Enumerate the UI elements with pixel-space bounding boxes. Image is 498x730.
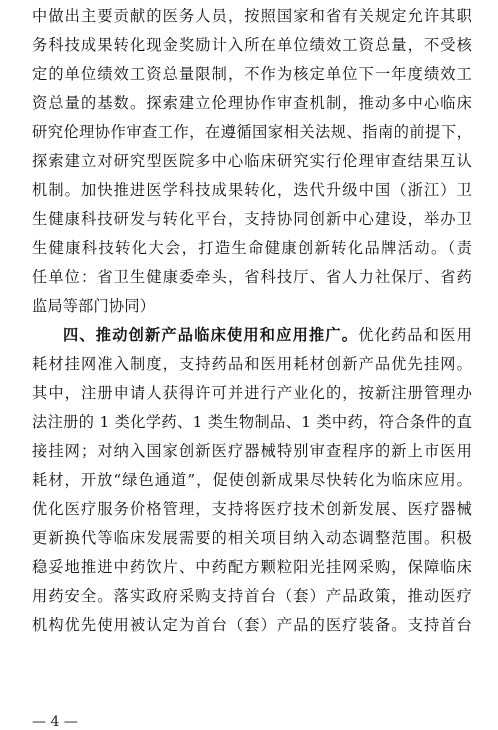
text-line: 耗材，开放“绿色通道”，促使创新成果尽快转化为临床应用。	[32, 471, 472, 489]
text-line: 接挂网；对纳入国家创新医疗器械特别审查程序的新上市医用	[32, 442, 472, 460]
text-line: 生健康科技研发与转化平台，支持协同创新中心建设，举办卫	[32, 210, 472, 228]
text-line: 务科技成果转化现金奖励计入所在单位绩效工资总量，不受核	[32, 36, 472, 54]
text-line: 研究伦理协作审查工作，在遵循国家相关法规、指南的前提下，	[32, 123, 472, 141]
text-line: 探索建立对研究型医院多中心临床研究实行伦理审查结果互认	[32, 152, 472, 170]
text-line: 用药安全。落实政府采购支持首台（套）产品政策，推动医疗	[32, 587, 472, 605]
text-line: 机构优先使用被认定为首台（套）产品的医疗装备。支持首台	[32, 616, 472, 634]
text-line: 更新换代等临床发展需要的相关项目纳入动态调整范围。积极	[32, 529, 472, 547]
text-line: 优化医疗服务价格管理，支持将医疗技术创新发展、医疗器械	[32, 500, 472, 518]
text-line: 定的单位绩效工资总量限制，不作为核定单位下一年度绩效工	[32, 65, 472, 83]
section-heading: 四、推动创新产品临床使用和应用推广。	[63, 326, 359, 344]
text-line: 机制。加快推进医学科技成果转化，迭代升级中国（浙江）卫	[32, 181, 472, 199]
page-number: — 4 —	[32, 714, 78, 730]
text-line: 其中，注册申请人获得许可并进行产业化的，按新注册管理办	[32, 384, 472, 402]
text-line: 资总量的基数。探索建立伦理协作审查机制，推动多中心临床	[32, 94, 472, 112]
text-line: 稳妥地推进中药饮片、中药配方颗粒阳光挂网采购，保障临床	[32, 558, 472, 576]
text-line: 法注册的 1 类化学药、1 类生物制品、1 类中药，符合条件的直	[32, 413, 472, 431]
text-line: 生健康科技转化大会，打造生命健康创新转化品牌活动。（责	[32, 239, 472, 257]
text-span: 优化药品和医用	[358, 326, 472, 344]
text-line: 耗材挂网准入制度，支持药品和医用耗材创新产品优先挂网。	[32, 355, 472, 373]
text-line: 中做出主要贡献的医务人员，按照国家和省有关规定允许其职	[32, 7, 472, 25]
section-heading-line	[63, 325, 472, 347]
text-line: 任单位：省卫生健康委牵头，省科技厅、省人力社保厅、省药	[32, 268, 472, 286]
text-line: 监局等部门协同）	[32, 297, 156, 315]
